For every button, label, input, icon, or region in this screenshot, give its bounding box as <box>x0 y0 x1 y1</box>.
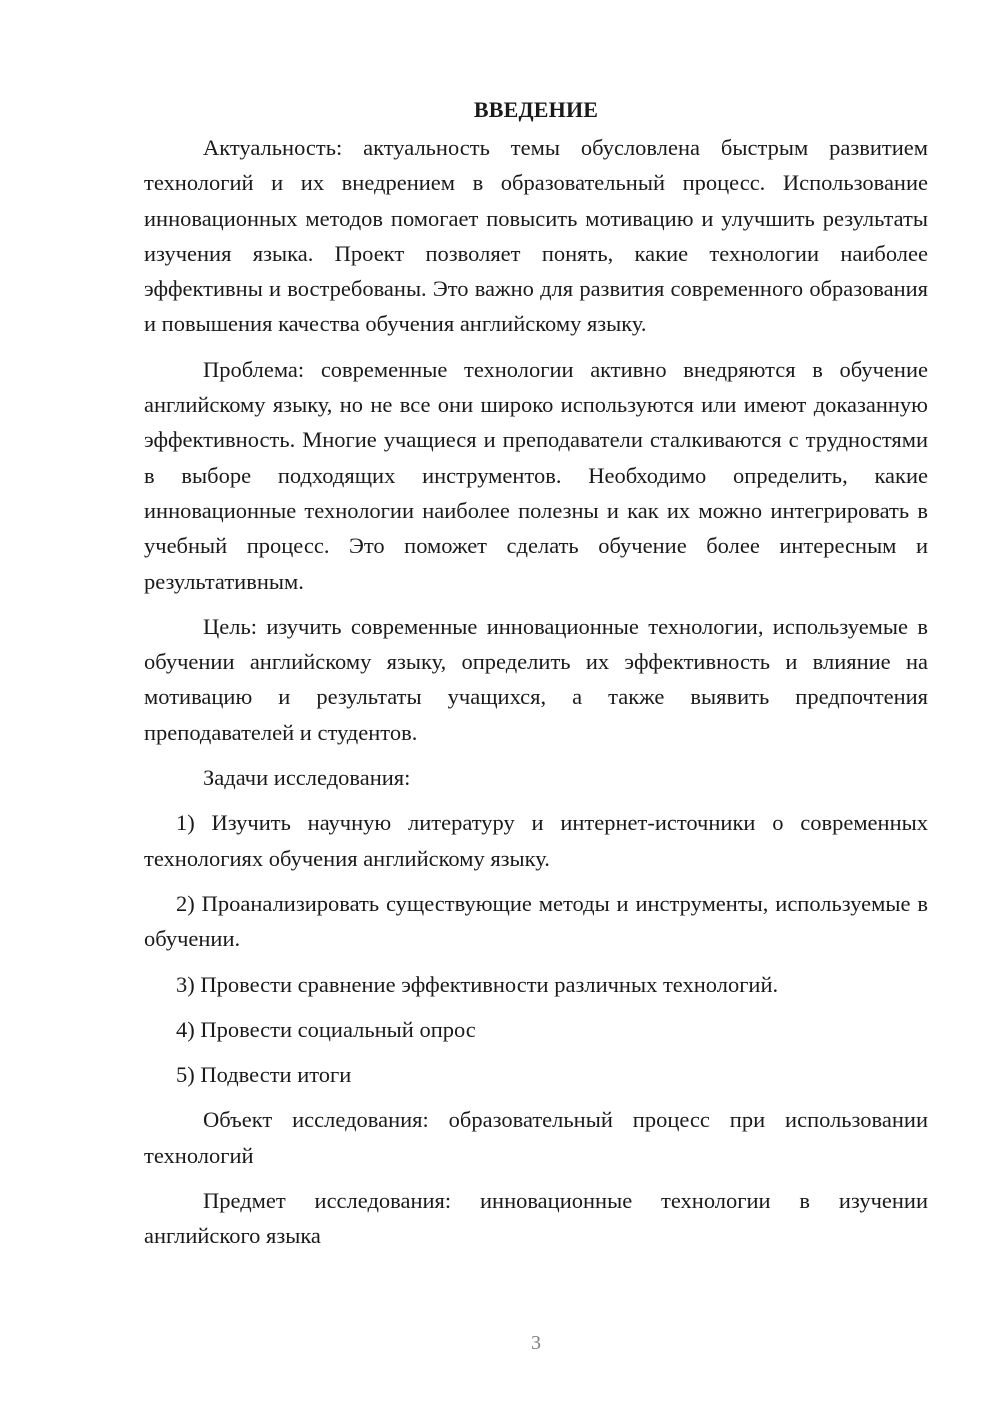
relevance-paragraph: Актуальность: актуальность темы обусловлена быстрым развитием технологий и их внедрением в образовательный процесс. Использование инновационных методов помогает повысить мотивацию и улучшить результаты изучения языка. Проект позволяет понять, какие технологии наиболее эффективны и востребованы. Это важно для развития современного образования и повышения качества обучения английскому языку. <box>144 135 928 337</box>
task-item-4: 4) Провести социальный опрос <box>176 1016 476 1042</box>
subject-paragraph: Предмет исследования: инновационные технологии в изучении английского языка <box>144 1188 928 1249</box>
page-title: ВВЕДЕНИЕ <box>473 97 599 122</box>
document-page <box>144 92 928 1264</box>
object-paragraph: Объект исследования: образовательный процесс при использовании технологий <box>144 1107 928 1168</box>
task-item-5: 5) Подвести итоги <box>176 1062 352 1088</box>
goal-paragraph: Цель: изучить современные инновационные технологии, используемые в обучении английскому языку, определить их эффективность и влияние на мотивацию и результаты учащихся, а также выявить предпочтения преподавателей и студентов. <box>144 613 928 745</box>
tasks-heading: Задачи исследования: <box>203 765 411 791</box>
task-item-3: 3) Провести сравнение эффективности различных технологий. <box>176 971 779 997</box>
page-number: 3 <box>531 1332 541 1354</box>
task-item-2: 2) Проанализировать существующие методы и инструменты, используемые в обучении. <box>144 890 928 952</box>
task-item-1: 1) Изучить научную литературу и интернет-источники о современных технологиях обучения английскому языку. <box>144 810 928 871</box>
problem-paragraph: Проблема: современные технологии активно внедряются в обучение английскому языку, но не все они широко используются или имеют доказанную эффективность. Многие учащиеся и преподаватели сталкиваются с трудностями в выборе подходящих инструментов. Необходимо определить, какие инновационные технологии наиболее полезны и как их можно интегрировать в учебный процесс. Это поможет сделать обучение более интересным и результативным. <box>144 356 928 594</box>
